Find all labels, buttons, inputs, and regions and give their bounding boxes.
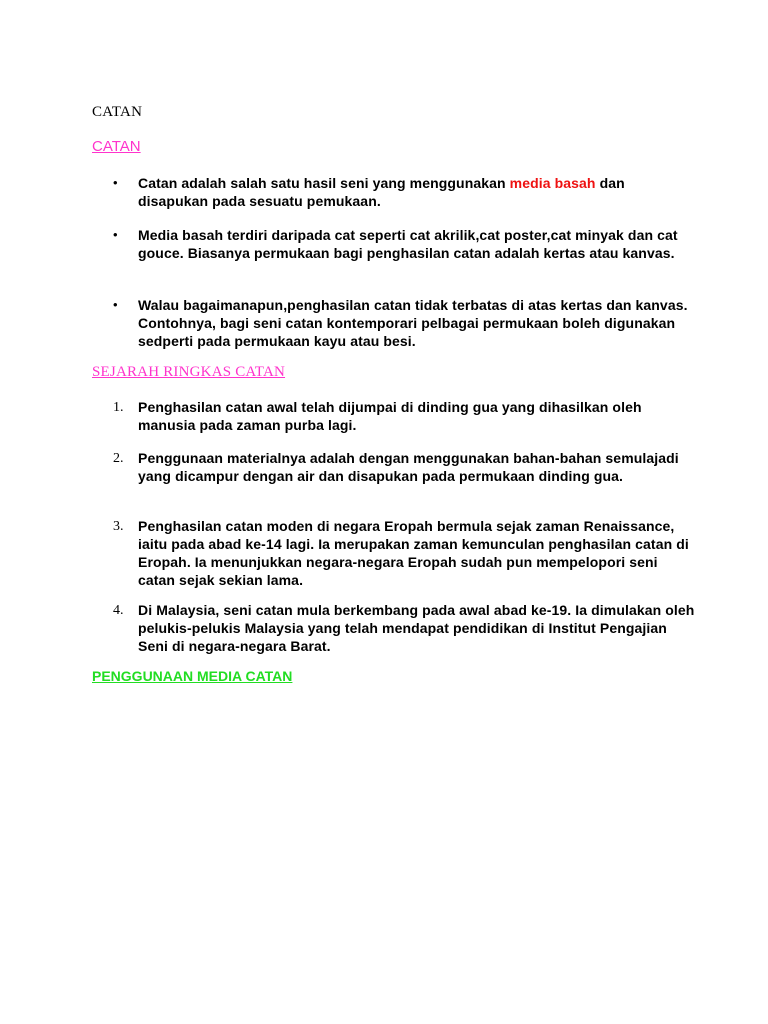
list-number-2: 2. [113, 451, 124, 466]
numbered-item-4: Di Malaysia, seni catan mula berkembang pada awal abad ke-19. Ia dimulakan oleh pelukis-pelukis Malaysia yang telah mendapat pendidikan di Institut Pengajian Seni di negara-negara Barat. [138, 602, 695, 654]
document-title: CATAN [92, 104, 143, 120]
bullet-icon: • [113, 227, 118, 242]
section-heading-catan: CATAN [92, 138, 141, 155]
bullet-item-1-pre: Catan adalah salah satu hasil seni yang menggunakan [138, 175, 510, 191]
list-number-1: 1. [113, 400, 124, 415]
list-number-4: 4. [113, 603, 124, 618]
section-heading-penggunaan-media: PENGGUNAAN MEDIA CATAN [92, 668, 293, 684]
section-heading-sejarah: SEJARAH RINGKAS CATAN [92, 364, 286, 380]
bullet-icon: • [113, 297, 118, 312]
numbered-item-1: Penghasilan catan awal telah dijumpai di dinding gua yang dihasilkan oleh manusia pada zaman purba lagi. [138, 399, 642, 433]
bullet-item-2: Media basah terdiri daripada cat seperti cat akrilik,cat poster,cat minyak dan cat gouce. Biasanya permukaan bagi penghasilan catan adalah kertas atau kanvas. [138, 227, 678, 261]
media-basah-highlight: media basah [509, 175, 596, 191]
bullet-item-3: Walau bagaimanapun,penghasilan catan tidak terbatas di atas kertas dan kanvas. Contohnya, bagi seni catan kontemporari pelbagai permukaan boleh digunakan sedperti pada permukaan kayu atau besi. [138, 297, 688, 349]
list-number-3: 3. [113, 519, 124, 534]
bullet-item-1-post: dan disapukan pada sesuatu pemukaan. [138, 175, 625, 209]
numbered-item-2: Penggunaan materialnya adalah dengan menggunakan bahan-bahan semulajadi yang dicampur dengan air dan disapukan pada permukaan dinding gua. [138, 450, 679, 484]
bullet-item-1 [138, 174, 698, 210]
numbered-item-3: Penghasilan catan moden di negara Eropah bermula sejak zaman Renaissance, iaitu pada abad ke-14 lagi. Ia merupakan zaman kemunculan penghasilan catan di Eropah. Ia menunjukkan negara-negara Eropah sudah pun mempelopori seni catan sejak sekian lama. [138, 518, 689, 588]
bullet-icon: • [113, 175, 118, 190]
